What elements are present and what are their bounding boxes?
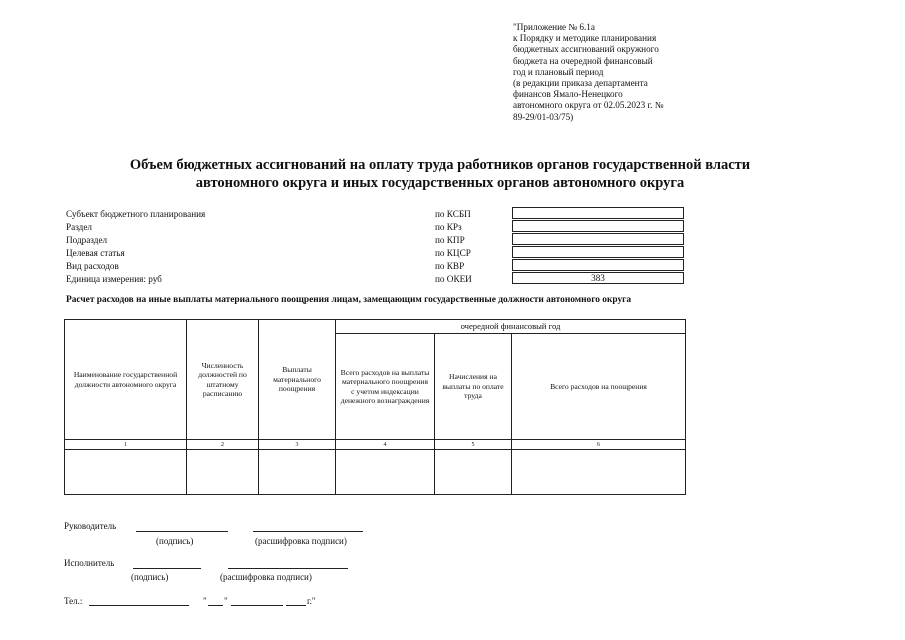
annex-line: бюджетных ассигнований окружного [513,44,659,55]
annex-line: к Порядку и методике планирования [513,33,657,44]
col-number: 5 [435,440,512,450]
field-label-section: Раздел [66,222,92,232]
field-label-expense-type: Вид расходов [66,261,119,271]
col-number: 4 [336,440,435,450]
head-signature-line[interactable] [136,531,228,532]
code-box-krz[interactable] [512,220,684,232]
code-box-okei[interactable] [512,272,684,284]
code-label-kcsr: по КЦСР [435,248,471,258]
field-label-subject: Субъект бюджетного планирования [66,209,206,219]
col-header-payroll-charges: Начисления на выплаты по оплате труда [435,334,512,440]
col-header-headcount: Численность должностей по штатному расписанию [187,320,259,440]
annex-line: (в редакции приказа департамента [513,78,648,89]
code-box-ksbp[interactable] [512,207,684,219]
executor-decode-line[interactable] [228,568,348,569]
table-cell[interactable] [336,450,435,495]
annex-line: 89-29/01-03/75) [513,111,574,122]
executor-signature-caption: (подпись) [131,572,169,582]
annex-line: финансов Ямало-Ненецкого [513,89,623,100]
col-header-total-with-indexation: Всего расходов на выплаты материального поощрения с учетом индексации денежного вознаграждения [336,334,435,440]
document-title [40,156,840,192]
group-header-next-year: очередной финансовый год [336,320,686,334]
col-number: 2 [187,440,259,450]
annex-line: бюджета на очередной финансовый [513,55,653,66]
code-box-kvr[interactable] [512,259,684,271]
date-quote-close: " [224,596,228,606]
col-header-total-bonus: Всего расходов на поощрения [512,334,686,440]
head-label: Руководитель [64,521,117,531]
annex-line: "Приложение № 6.1а [513,22,595,32]
col-number: 3 [259,440,336,450]
executor-label: Исполнитель [64,558,115,568]
field-label-unit: Единица измерения: руб [66,274,162,284]
date-quote-open: " [203,596,207,606]
executor-decode-caption: (расшифровка подписи) [220,572,312,582]
col-number: 6 [512,440,686,450]
table-cell[interactable] [512,450,686,495]
code-value-okei: 383 [591,273,605,283]
title-line-2: автономного округа и иных государственных органов автономного округа [195,175,685,191]
col-header-bonus-payments: Выплаты материального поощрения [259,320,336,440]
head-decode-line[interactable] [253,531,363,532]
table-cell[interactable] [65,450,187,495]
table-cell[interactable] [435,450,512,495]
annex-note [513,22,698,123]
title-line-1: Объем бюджетных ассигнований на оплату труда работников органов государственной власти [129,157,751,173]
calculation-table [64,319,686,495]
date-year-suffix: г." [307,596,316,606]
field-label-target-article: Целевая статья [66,248,125,258]
code-label-okei: по ОКЕИ [435,274,472,284]
date-day-line[interactable] [208,605,223,606]
code-label-ksbp: по КСБП [435,209,471,219]
date-month-line[interactable] [231,605,283,606]
table-cell[interactable] [259,450,336,495]
date-year-line[interactable] [286,605,306,606]
code-label-kpr: по КПР [435,235,465,245]
code-box-kcsr[interactable] [512,246,684,258]
head-decode-caption: (расшифровка подписи) [255,536,347,546]
code-box-kpr[interactable] [512,233,684,245]
phone-line[interactable] [89,605,189,606]
table-cell[interactable] [187,450,259,495]
code-label-krz: по КРз [435,222,462,232]
annex-line: автономного округа от 02.05.2023 г. № [513,100,664,111]
field-label-subsection: Подраздел [66,235,108,245]
col-number: 1 [65,440,187,450]
annex-line: год и плановый период [513,66,604,77]
head-signature-caption: (подпись) [156,536,194,546]
col-header-position-name: Наименование государственной должности автономного округа [65,320,187,440]
code-label-kvr: по КВР [435,261,465,271]
phone-label: Тел.: [64,596,83,606]
executor-signature-line[interactable] [133,568,201,569]
section-subheading: Расчет расходов на иные выплаты материального поощрения лицам, замещающим государственные должности автономного округа [66,295,632,305]
